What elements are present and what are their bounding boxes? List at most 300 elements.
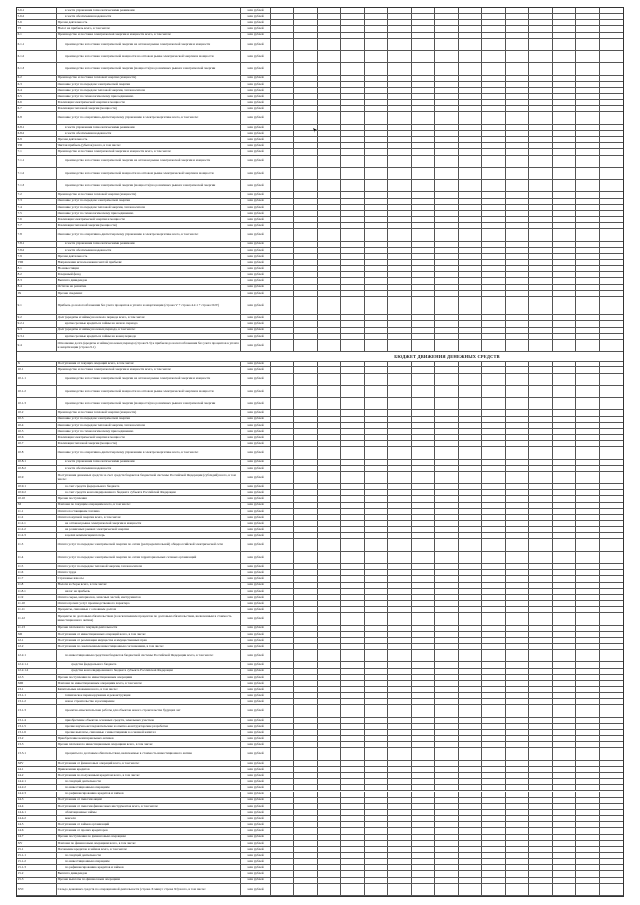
value-cell xyxy=(459,248,482,253)
row-unit: млн рублей xyxy=(241,583,271,588)
value-cell xyxy=(529,272,552,277)
value-cell xyxy=(388,638,411,643)
value-cell xyxy=(412,321,435,326)
value-cell xyxy=(388,447,411,458)
value-cell xyxy=(435,515,458,520)
value-cell xyxy=(341,297,364,314)
row-unit: млн рублей xyxy=(241,328,271,333)
value-cell xyxy=(459,810,482,815)
value-cell xyxy=(365,466,388,471)
value-cell xyxy=(435,272,458,277)
value-cell xyxy=(365,632,388,637)
value-cell xyxy=(553,88,576,93)
value-cell xyxy=(412,853,435,858)
value-cell xyxy=(294,773,317,778)
value-cell xyxy=(388,199,411,204)
value-cell xyxy=(576,423,599,428)
value-cell xyxy=(294,112,317,123)
value-cell xyxy=(318,137,341,142)
value-cell xyxy=(294,8,317,13)
value-cell xyxy=(482,822,505,827)
value-cell xyxy=(576,340,599,351)
value-cell xyxy=(365,490,388,495)
value-cell xyxy=(435,217,458,222)
row-number: 12.1 xyxy=(17,638,57,643)
value-cell xyxy=(576,792,599,797)
row-label: Оказание услуг по технологическому присоединению xyxy=(57,429,241,434)
value-cell xyxy=(459,589,482,594)
value-cell xyxy=(388,20,411,25)
value-cell xyxy=(553,229,576,240)
value-cell xyxy=(412,835,435,840)
value-cell xyxy=(271,297,294,314)
value-cell xyxy=(341,699,364,704)
value-cell xyxy=(553,644,576,649)
value-cell xyxy=(435,441,458,446)
value-cell xyxy=(553,736,576,741)
value-cell xyxy=(435,761,458,766)
value-cell xyxy=(388,340,411,351)
value-cell xyxy=(271,515,294,520)
value-cell xyxy=(365,484,388,489)
value-cell xyxy=(318,367,341,372)
value-cell xyxy=(318,792,341,797)
value-cell xyxy=(341,638,364,643)
value-cell xyxy=(412,466,435,471)
value-cell xyxy=(294,859,317,864)
value-cell xyxy=(318,315,341,320)
value-cell xyxy=(412,386,435,397)
value-cell xyxy=(412,229,435,240)
value-cell xyxy=(576,374,599,385)
value-cell xyxy=(600,705,623,716)
value-cell xyxy=(529,626,552,631)
value-cell xyxy=(341,539,364,550)
value-cell xyxy=(412,718,435,723)
row-label: Прочие платежи по текущей деятельности xyxy=(57,626,241,631)
value-cell xyxy=(271,662,294,667)
value-cell xyxy=(529,137,552,142)
value-cell xyxy=(412,564,435,569)
value-cell xyxy=(318,334,341,339)
value-cell xyxy=(576,205,599,210)
row-unit: млн рублей xyxy=(241,693,271,698)
value-cell xyxy=(482,20,505,25)
row-unit: млн рублей xyxy=(241,675,271,680)
value-cell xyxy=(600,211,623,216)
value-cell xyxy=(600,724,623,729)
value-cell xyxy=(365,328,388,333)
value-cell xyxy=(365,675,388,680)
value-cell xyxy=(459,693,482,698)
value-cell xyxy=(576,199,599,204)
value-cell xyxy=(318,595,341,600)
value-cell xyxy=(388,613,411,624)
value-cell xyxy=(482,374,505,385)
value-cell xyxy=(576,884,599,895)
value-cell xyxy=(294,509,317,514)
value-cell xyxy=(341,816,364,821)
value-cell xyxy=(271,423,294,428)
row-unit: млн рублей xyxy=(241,853,271,858)
value-cell xyxy=(412,125,435,130)
value-cell xyxy=(412,859,435,864)
value-cell xyxy=(412,82,435,87)
row-number: 6.8.2 xyxy=(17,131,57,136)
value-cell xyxy=(365,847,388,852)
row-number: 14.2.2 xyxy=(17,785,57,790)
value-cell xyxy=(365,168,388,179)
value-cell xyxy=(294,460,317,465)
value-cell xyxy=(482,650,505,661)
value-cell xyxy=(506,884,529,895)
value-cell xyxy=(600,687,623,692)
row-number: 15.3 xyxy=(17,878,57,883)
value-cell xyxy=(318,272,341,277)
value-cell xyxy=(576,217,599,222)
value-cell xyxy=(294,699,317,704)
value-cell xyxy=(271,291,294,296)
value-cell xyxy=(600,137,623,142)
value-cell xyxy=(318,260,341,265)
value-cell xyxy=(271,718,294,723)
value-cell xyxy=(318,340,341,351)
value-cell xyxy=(318,466,341,471)
value-cell xyxy=(553,687,576,692)
row-label: Оказание услуг по передаче тепловой энергии, теплоносителя xyxy=(57,205,241,210)
value-cell xyxy=(412,724,435,729)
row-number: 11.4 xyxy=(17,552,57,563)
value-cell xyxy=(435,669,458,674)
value-cell xyxy=(482,321,505,326)
value-cell xyxy=(529,242,552,247)
value-cell xyxy=(529,192,552,197)
value-cell xyxy=(388,33,411,38)
value-cell xyxy=(412,180,435,191)
value-cell xyxy=(600,149,623,154)
value-cell xyxy=(529,297,552,314)
value-cell xyxy=(506,601,529,606)
value-cell xyxy=(482,328,505,333)
value-cell xyxy=(553,248,576,253)
row-unit: млн рублей xyxy=(241,321,271,326)
row-number: 7.8.1 xyxy=(17,242,57,247)
value-cell xyxy=(435,39,458,50)
value-cell xyxy=(318,552,341,563)
value-cell xyxy=(435,804,458,809)
value-cell xyxy=(412,515,435,520)
row-number: 13.3 xyxy=(17,742,57,747)
row-unit: млн рублей xyxy=(241,242,271,247)
value-cell xyxy=(294,662,317,667)
value-cell xyxy=(294,515,317,520)
value-cell xyxy=(294,798,317,803)
value-cell xyxy=(435,266,458,271)
row-unit: млн рублей xyxy=(241,644,271,649)
row-unit: млн рублей xyxy=(241,718,271,723)
value-cell xyxy=(271,792,294,797)
value-cell xyxy=(294,675,317,680)
value-cell xyxy=(435,321,458,326)
row-number: 13.1.2 xyxy=(17,699,57,704)
row-unit: млн рублей xyxy=(241,822,271,827)
value-cell xyxy=(271,398,294,409)
value-cell xyxy=(318,878,341,883)
value-cell xyxy=(318,14,341,19)
value-cell xyxy=(506,828,529,833)
value-cell xyxy=(506,63,529,74)
value-cell xyxy=(318,217,341,222)
row-number: 10.8 xyxy=(17,447,57,458)
value-cell xyxy=(271,601,294,606)
value-cell xyxy=(365,564,388,569)
row-label: налог на прибыль xyxy=(57,589,241,594)
value-cell xyxy=(506,223,529,228)
row-unit: млн рублей xyxy=(241,447,271,458)
row-label: Оплата услуг по передаче электрической энергии по сетям территориальных сетевых организаций xyxy=(57,552,241,563)
value-cell xyxy=(294,205,317,210)
row-number: 14.2 xyxy=(17,773,57,778)
value-cell xyxy=(435,106,458,111)
row-label: производство и поставка электрической энергии на оптовом рынке электрической энергии и мощности xyxy=(57,39,241,50)
value-cell xyxy=(341,88,364,93)
row-number: 14.2.3 xyxy=(17,792,57,797)
value-cell xyxy=(459,699,482,704)
value-cell xyxy=(294,810,317,815)
value-cell xyxy=(341,841,364,846)
value-cell xyxy=(318,266,341,271)
value-cell xyxy=(341,417,364,422)
value-cell xyxy=(412,767,435,772)
value-cell xyxy=(294,217,317,222)
value-cell xyxy=(412,779,435,784)
value-cell xyxy=(553,527,576,532)
table-row xyxy=(17,386,623,398)
value-cell xyxy=(341,278,364,283)
value-cell xyxy=(506,484,529,489)
value-cell xyxy=(482,527,505,532)
row-unit: млн рублей xyxy=(241,503,271,508)
value-cell xyxy=(341,792,364,797)
value-cell xyxy=(435,576,458,581)
row-label: Оплата сырья, материалов, запасных частей, инструментов xyxy=(57,595,241,600)
value-cell xyxy=(271,260,294,265)
value-cell xyxy=(412,533,435,538)
value-cell xyxy=(318,626,341,631)
row-number: XII xyxy=(17,632,57,637)
row-number: 6.1.1 xyxy=(17,39,57,50)
value-cell xyxy=(482,878,505,883)
value-cell xyxy=(576,496,599,501)
row-unit: млн рублей xyxy=(241,94,271,99)
value-cell xyxy=(365,260,388,265)
value-cell xyxy=(365,767,388,772)
value-cell xyxy=(271,374,294,385)
row-unit: млн рублей xyxy=(241,662,271,667)
value-cell xyxy=(482,423,505,428)
value-cell xyxy=(482,26,505,31)
value-cell xyxy=(412,168,435,179)
value-cell xyxy=(506,859,529,864)
value-cell xyxy=(506,315,529,320)
value-cell xyxy=(294,156,317,167)
value-cell xyxy=(435,583,458,588)
value-cell xyxy=(341,63,364,74)
value-cell xyxy=(529,229,552,240)
value-cell xyxy=(459,644,482,649)
value-cell xyxy=(388,367,411,372)
value-cell xyxy=(529,810,552,815)
value-cell xyxy=(435,143,458,148)
table-row xyxy=(17,539,623,551)
value-cell xyxy=(482,8,505,13)
value-cell xyxy=(271,334,294,339)
value-cell xyxy=(529,822,552,827)
value-cell xyxy=(388,527,411,532)
value-cell xyxy=(318,26,341,31)
row-label: Поступления от финансовых операций всего, в том числе: xyxy=(57,761,241,766)
value-cell xyxy=(435,871,458,876)
value-cell xyxy=(506,229,529,240)
value-cell xyxy=(482,106,505,111)
value-cell xyxy=(365,278,388,283)
value-cell xyxy=(529,847,552,852)
value-cell xyxy=(529,853,552,858)
value-cell xyxy=(576,156,599,167)
table-row xyxy=(17,51,623,63)
value-cell xyxy=(459,192,482,197)
value-cell xyxy=(271,63,294,74)
value-cell xyxy=(271,248,294,253)
value-cell xyxy=(271,798,294,803)
value-cell xyxy=(576,632,599,637)
value-cell xyxy=(341,687,364,692)
value-cell xyxy=(506,503,529,508)
value-cell xyxy=(459,742,482,747)
row-label: Приобретение нематериальных активов xyxy=(57,736,241,741)
value-cell xyxy=(482,386,505,397)
value-cell xyxy=(341,767,364,772)
value-cell xyxy=(600,613,623,624)
row-number: 13.2 xyxy=(17,736,57,741)
value-cell xyxy=(576,266,599,271)
value-cell xyxy=(553,266,576,271)
value-cell xyxy=(294,76,317,81)
value-cell xyxy=(341,180,364,191)
value-cell xyxy=(553,779,576,784)
value-cell xyxy=(435,180,458,191)
value-cell xyxy=(412,472,435,483)
value-cell xyxy=(435,835,458,840)
value-cell xyxy=(506,340,529,351)
value-cell xyxy=(576,675,599,680)
value-cell xyxy=(529,570,552,575)
value-cell xyxy=(318,742,341,747)
value-cell xyxy=(388,106,411,111)
value-cell xyxy=(506,125,529,130)
value-cell xyxy=(365,533,388,538)
value-cell xyxy=(365,33,388,38)
value-cell xyxy=(412,417,435,422)
value-cell xyxy=(294,417,317,422)
value-cell xyxy=(506,792,529,797)
value-cell xyxy=(600,871,623,876)
value-cell xyxy=(600,112,623,123)
value-cell xyxy=(294,149,317,154)
row-unit: млн рублей xyxy=(241,8,271,13)
value-cell xyxy=(482,266,505,271)
row-number: 7.8.2 xyxy=(17,248,57,253)
row-unit: млн рублей xyxy=(241,125,271,130)
value-cell xyxy=(553,254,576,259)
value-cell xyxy=(529,785,552,790)
value-cell xyxy=(388,441,411,446)
value-cell xyxy=(435,496,458,501)
row-number: 8.2 xyxy=(17,272,57,277)
value-cell xyxy=(365,143,388,148)
value-cell xyxy=(294,429,317,434)
value-cell xyxy=(553,496,576,501)
value-cell xyxy=(341,693,364,698)
value-cell xyxy=(506,149,529,154)
row-number: 6.8.1 xyxy=(17,125,57,130)
value-cell xyxy=(388,205,411,210)
value-cell xyxy=(576,88,599,93)
row-label: Отношение долга (кредиты и займы) на конец периода (строка 9.3) к прибыли до налогообложения без учета процентов к уплате и амортизации (строка 9.1) xyxy=(57,340,241,351)
value-cell xyxy=(341,853,364,858)
value-cell xyxy=(341,601,364,606)
value-cell xyxy=(482,859,505,864)
value-cell xyxy=(553,211,576,216)
table-row xyxy=(17,229,623,241)
value-cell xyxy=(600,33,623,38)
value-cell xyxy=(600,374,623,385)
value-cell xyxy=(388,576,411,581)
value-cell xyxy=(341,211,364,216)
value-cell xyxy=(576,315,599,320)
value-cell xyxy=(435,137,458,142)
value-cell xyxy=(412,100,435,105)
value-cell xyxy=(341,14,364,19)
row-unit: млн рублей xyxy=(241,229,271,240)
value-cell xyxy=(506,644,529,649)
value-cell xyxy=(388,847,411,852)
value-cell xyxy=(576,503,599,508)
value-cell xyxy=(341,785,364,790)
value-cell xyxy=(318,761,341,766)
value-cell xyxy=(271,149,294,154)
value-cell xyxy=(294,533,317,538)
value-cell xyxy=(435,638,458,643)
value-cell xyxy=(318,576,341,581)
value-cell xyxy=(388,816,411,821)
row-unit: млн рублей xyxy=(241,748,271,759)
value-cell xyxy=(318,112,341,123)
value-cell xyxy=(600,417,623,422)
value-cell xyxy=(435,112,458,123)
value-cell xyxy=(459,82,482,87)
value-cell xyxy=(365,82,388,87)
value-cell xyxy=(482,125,505,130)
row-label: производство и поставка электрической мощности на оптовом рынке электрической энергии и мощности xyxy=(57,386,241,397)
value-cell xyxy=(318,613,341,624)
value-cell xyxy=(318,804,341,809)
row-unit: млн рублей xyxy=(241,260,271,265)
value-cell xyxy=(529,669,552,674)
value-cell xyxy=(482,521,505,526)
value-cell xyxy=(482,131,505,136)
value-cell xyxy=(576,773,599,778)
